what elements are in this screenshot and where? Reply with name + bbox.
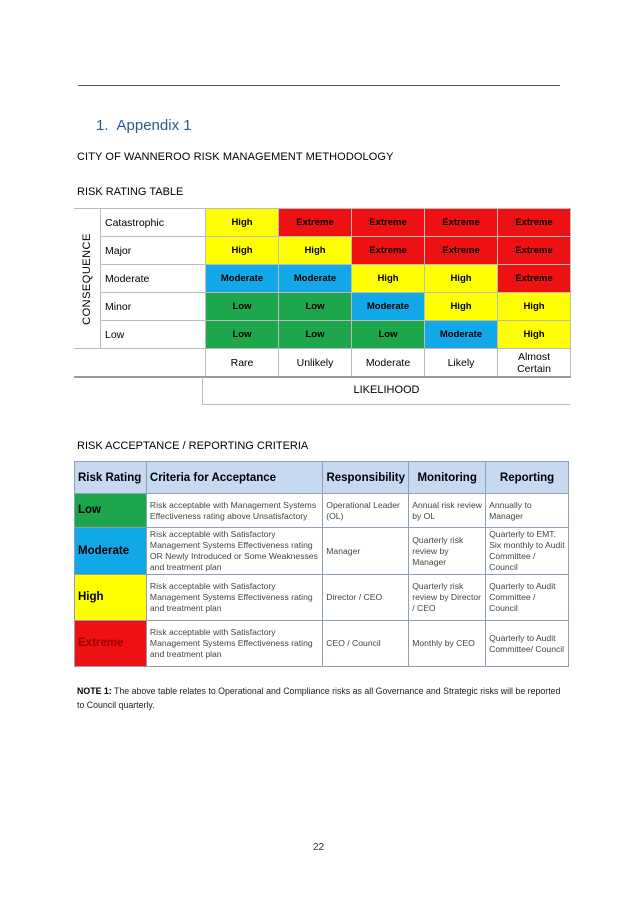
acceptance-criteria-title: RISK ACCEPTANCE / REPORTING CRITERIA: [77, 440, 309, 452]
matrix-row: [74, 237, 571, 265]
risk-cell: Moderate: [352, 293, 425, 321]
risk-cell: High: [352, 265, 425, 293]
cell-monitoring: Quarterly risk review by Manager: [409, 528, 486, 575]
risk-rating-table-title: RISK RATING TABLE: [77, 186, 184, 198]
risk-cell: Extreme: [425, 237, 498, 265]
risk-cell: Extreme: [498, 265, 571, 293]
risk-cell: High: [498, 321, 571, 349]
consequence-row-label: Major: [101, 237, 206, 265]
consequence-row-label: Moderate: [101, 265, 206, 293]
cell-criteria: Risk acceptable with Satisfactory Management Systems Effectiveness rating OR Newly Introduced or Some Weaknesses and treatment plan: [146, 528, 322, 575]
appendix-heading: [96, 117, 192, 134]
risk-cell: Moderate: [206, 265, 279, 293]
matrix-row: [74, 209, 571, 237]
matrix-row: [74, 293, 571, 321]
cell-rating: Extreme: [75, 621, 147, 667]
cell-reporting: Quarterly to EMT. Six monthly to Audit Committee / Council: [486, 528, 569, 575]
likelihood-axis: [202, 377, 570, 405]
cell-criteria: Risk acceptable with Satisfactory Management Systems Effectiveness rating and treatment plan: [146, 575, 322, 621]
risk-cell: Moderate: [279, 265, 352, 293]
likelihood-column-label: Almost Certain: [498, 349, 571, 378]
risk-cell: Extreme: [279, 209, 352, 237]
risk-rating-matrix: [74, 208, 571, 378]
table-row: [75, 575, 569, 621]
cell-criteria: Risk acceptable with Management Systems Effectiveness rating above Unsatisfactory: [146, 494, 322, 528]
header-responsibility: Responsibility: [323, 462, 409, 494]
cell-rating: Low: [75, 494, 147, 528]
risk-cell: Extreme: [498, 237, 571, 265]
consequence-label: CONSEQUENCE: [81, 232, 93, 325]
blank-cell: [74, 349, 101, 378]
consequence-row-label: Minor: [101, 293, 206, 321]
risk-cell: Low: [279, 321, 352, 349]
table-header-row: [75, 462, 569, 494]
likelihood-column-label: Unlikely: [279, 349, 352, 378]
likelihood-label: LIKELIHOOD: [353, 384, 420, 396]
cell-monitoring: Quarterly risk review by Director / CEO: [409, 575, 486, 621]
matrix-row: [74, 265, 571, 293]
appendix-title: Appendix 1: [116, 117, 192, 134]
table-row: [75, 528, 569, 575]
consequence-axis: [74, 209, 101, 349]
likelihood-column-labels: [74, 349, 571, 378]
table-row: [75, 494, 569, 528]
cell-rating: High: [75, 575, 147, 621]
risk-cell: Low: [206, 293, 279, 321]
risk-cell: Low: [279, 293, 352, 321]
likelihood-column-label: Likely: [425, 349, 498, 378]
risk-cell: Moderate: [425, 321, 498, 349]
appendix-number: 1.: [96, 117, 109, 134]
risk-cell: Low: [352, 321, 425, 349]
cell-responsibility: CEO / Council: [323, 621, 409, 667]
risk-cell: Extreme: [498, 209, 571, 237]
cell-reporting: Annually to Manager: [486, 494, 569, 528]
cell-responsibility: Director / CEO: [323, 575, 409, 621]
note-label: NOTE 1:: [77, 686, 112, 696]
risk-cell: Extreme: [352, 209, 425, 237]
header-criteria: Criteria for Acceptance: [146, 462, 322, 494]
header-risk-rating: Risk Rating: [75, 462, 147, 494]
cell-criteria: Risk acceptable with Satisfactory Management Systems Effectiveness rating and treatment plan: [146, 621, 322, 667]
cell-monitoring: Annual risk review by OL: [409, 494, 486, 528]
header-monitoring: Monitoring: [409, 462, 486, 494]
cell-responsibility: Manager: [323, 528, 409, 575]
risk-cell: High: [206, 237, 279, 265]
risk-cell: High: [206, 209, 279, 237]
risk-cell: High: [425, 293, 498, 321]
risk-cell: High: [498, 293, 571, 321]
risk-cell: Low: [206, 321, 279, 349]
cell-rating: Moderate: [75, 528, 147, 575]
cell-responsibility: Operational Leader (OL): [323, 494, 409, 528]
risk-cell: Extreme: [352, 237, 425, 265]
cell-reporting: Quarterly to Audit Committee / Council: [486, 575, 569, 621]
cell-reporting: Quarterly to Audit Committee/ Council: [486, 621, 569, 667]
risk-cell: Extreme: [425, 209, 498, 237]
note-text: The above table relates to Operational and Compliance risks as all Governance and Strategic risks will be reported to Council quarterly.: [77, 686, 561, 710]
note: [77, 684, 562, 712]
matrix-row: [74, 321, 571, 349]
acceptance-criteria-table: [74, 461, 569, 667]
page-number: 22: [312, 842, 325, 853]
cell-monitoring: Monthly by CEO: [409, 621, 486, 667]
likelihood-column-label: Rare: [206, 349, 279, 378]
header-reporting: Reporting: [486, 462, 569, 494]
risk-cell: High: [425, 265, 498, 293]
header-rule: [78, 85, 560, 86]
table-row: [75, 621, 569, 667]
document-title: CITY OF WANNEROO RISK MANAGEMENT METHODOLOGY: [77, 151, 394, 163]
consequence-row-label: Low: [101, 321, 206, 349]
likelihood-column-label: Moderate: [352, 349, 425, 378]
consequence-row-label: Catastrophic: [101, 209, 206, 237]
risk-cell: High: [279, 237, 352, 265]
blank-cell: [101, 349, 206, 378]
